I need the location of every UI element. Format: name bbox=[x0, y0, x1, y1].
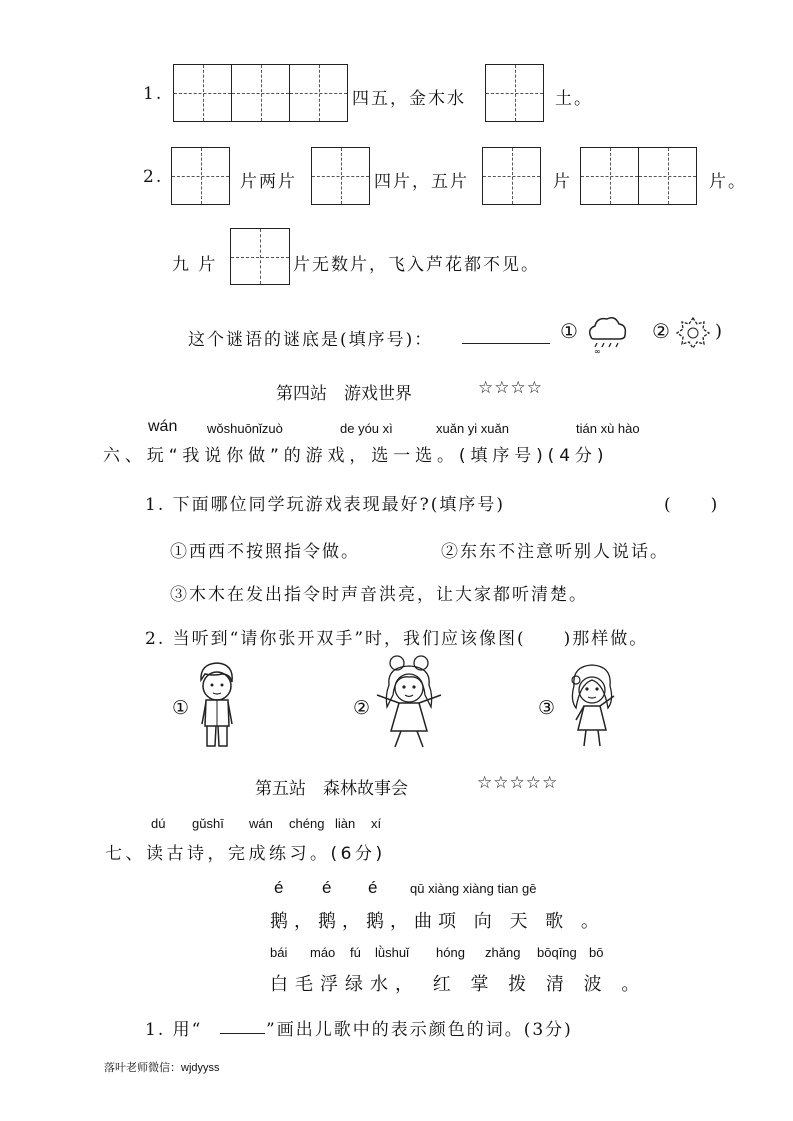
q1-number: 1. bbox=[143, 84, 164, 104]
poem-l2-pinyin-7: bōqīng bbox=[537, 945, 577, 960]
figure-label-2: ② bbox=[353, 697, 371, 719]
cloud-rain-icon bbox=[585, 313, 629, 355]
svg-text:∞: ∞ bbox=[594, 347, 601, 355]
sec7-pinyin-2: gǔshī bbox=[192, 816, 224, 831]
sec7-pinyin-5: liàn bbox=[335, 816, 356, 831]
poem-l1-pinyin-1: é bbox=[274, 878, 284, 897]
sec6-pinyin-1: wán bbox=[148, 418, 178, 435]
sec7-pinyin-6: xí bbox=[371, 816, 382, 831]
q1-text-a: 四五，金木水 bbox=[352, 89, 466, 109]
poem-l2-pinyin-6: zhǎng bbox=[485, 945, 521, 960]
poem-l1-pinyin-3: é bbox=[368, 878, 378, 897]
sec7-pinyin-3: wán bbox=[249, 816, 273, 831]
poem-l2-pinyin-1: bái bbox=[270, 945, 288, 960]
riddle-answer-line[interactable] bbox=[462, 343, 550, 344]
sec6-pinyin-5: tián xù hào bbox=[576, 421, 640, 436]
sec7-pinyin-4: chéng bbox=[289, 816, 325, 831]
q1-text-b: 土。 bbox=[555, 89, 593, 109]
station4-stars: ☆☆☆☆ bbox=[478, 378, 543, 398]
q2-line2-text-b: 片无数片，飞入芦花都不见。 bbox=[293, 255, 540, 275]
answer-grid-q2-e[interactable] bbox=[230, 228, 290, 285]
station5-stars: ☆☆☆☆☆ bbox=[477, 773, 559, 793]
poem-l2-pinyin-8: bō bbox=[589, 945, 604, 960]
q2-number: 2. bbox=[143, 167, 164, 187]
girl-waving-figure bbox=[564, 660, 620, 750]
q7-1-text-a: 1. 用“ bbox=[145, 1020, 203, 1040]
poem-l2-pinyin-3: fú bbox=[350, 945, 361, 960]
q2-text-a: 片两片 bbox=[240, 172, 297, 192]
poem-l2-pinyin-5: hóng bbox=[436, 945, 465, 960]
sec6-title: 六、玩“我说你做”的游戏，选一选。(填序号)(4分) bbox=[103, 446, 609, 466]
sec6-pinyin-3: de yóu xì bbox=[340, 421, 393, 436]
poem-l2-pinyin-4: lǜshuǐ bbox=[375, 945, 409, 960]
poem-l1-pinyin-2: é bbox=[322, 878, 332, 897]
poem-line-1: 鹅，鹅，鹅，曲项 向 天 歌 。 bbox=[270, 911, 605, 932]
q6-1-answer-bracket[interactable]: ( ) bbox=[664, 495, 720, 515]
station4-title: 第四站 游戏世界 bbox=[276, 384, 412, 404]
poem-line-2: 白毛浮绿水， 红 掌 拨 清 波 。 bbox=[270, 974, 647, 995]
sec6-pinyin-2: wǒshuōnǐzuò bbox=[207, 421, 283, 436]
riddle-close-paren: ) bbox=[715, 321, 723, 342]
poem-l2-pinyin-2: máo bbox=[310, 945, 336, 960]
q2-text-d: 片。 bbox=[709, 172, 747, 192]
snowflake-icon bbox=[674, 315, 712, 351]
sec7-title: 七、读古诗，完成练习。(6分) bbox=[105, 844, 386, 864]
figure-label-3: ③ bbox=[538, 697, 556, 719]
station5-title: 第五站 森林故事会 bbox=[255, 779, 408, 799]
boy-standing-figure bbox=[192, 660, 242, 752]
answer-grid-q1-a[interactable] bbox=[173, 64, 348, 122]
q6-2-text: 2. 当听到“请你张开双手”时，我们应该像图( )那样做。 bbox=[145, 629, 649, 649]
q2-text-b: 四片，五片 bbox=[374, 172, 469, 192]
q6-1-option-3: ③木木在发出指令时声音洪亮，让大家都听清楚。 bbox=[170, 585, 588, 605]
answer-grid-q2-c[interactable] bbox=[482, 147, 541, 205]
q6-1-option-2: ②东东不注意听别人说话。 bbox=[441, 542, 669, 562]
answer-grid-q2-d[interactable] bbox=[580, 147, 697, 205]
q7-1-underline-sample bbox=[220, 1033, 265, 1034]
figure-label-1: ① bbox=[172, 697, 190, 719]
q2-line2-text-a: 九 片 bbox=[172, 255, 218, 275]
answer-grid-q2-a[interactable] bbox=[171, 147, 230, 205]
answer-grid-q2-b[interactable] bbox=[311, 147, 370, 205]
riddle-option-1: ① bbox=[560, 319, 578, 343]
riddle-option-2: ② bbox=[652, 319, 670, 343]
poem-l1-pinyin-4: qū xiàng xiàng tian gē bbox=[410, 881, 537, 896]
q7-1-text-b: ”画出儿歌中的表示颜色的词。(3分) bbox=[266, 1020, 573, 1040]
q6-1-text: 1. 下面哪位同学玩游戏表现最好?(填序号) bbox=[145, 495, 506, 515]
q6-1-option-1: ①西西不按照指令做。 bbox=[170, 542, 360, 562]
answer-grid-q1-b[interactable] bbox=[485, 64, 544, 122]
girl-open-arms-figure bbox=[373, 655, 445, 751]
footer-contact: 落叶老师微信：wjdyyss bbox=[104, 1062, 220, 1074]
q2-text-c: 片 bbox=[553, 172, 572, 192]
sec6-pinyin-4: xuǎn yi xuǎn bbox=[436, 421, 509, 436]
sec7-pinyin-1: dú bbox=[151, 816, 166, 831]
riddle-text: 这个谜语的谜底是(填序号)： bbox=[188, 330, 434, 350]
